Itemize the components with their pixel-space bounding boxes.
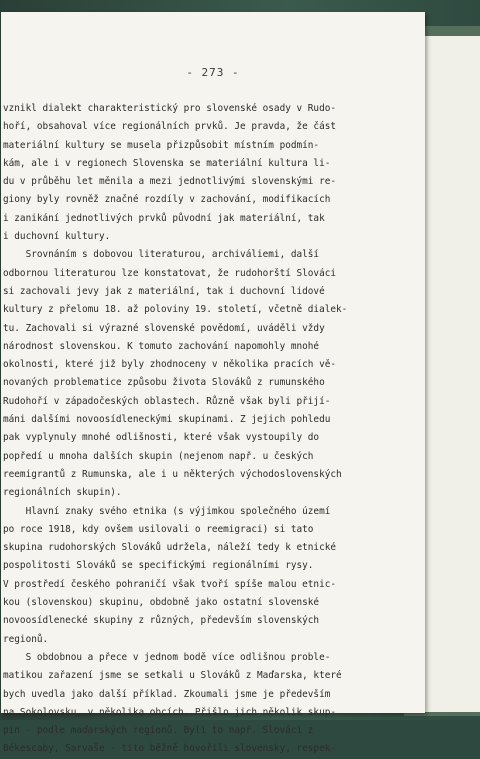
text-line: V prostředí českého pohraničí však tvoří spíše malou etnic- <box>3 578 337 590</box>
text-line: pospolitosti Slováků se specifickými regionálními rysy. <box>3 560 314 572</box>
text-line: novoosídlenecké skupiny z různých, především slovenských <box>3 615 320 627</box>
text-line: máni dalšími novoosídleneckými skupinami. Z jejich pohledu <box>3 414 331 426</box>
text-line: kou (slovenskou) skupinu, obdobně jako ostatní slovenské <box>3 597 320 609</box>
text-line: pak vyplynuly mnohé odlišnosti, které však vystoupily do <box>3 432 320 444</box>
text-line: regionů. <box>3 633 49 645</box>
text-line: odbornou literaturou lze konstatovat, že rudohorští Slováci <box>3 267 337 279</box>
body-text <box>3 100 423 759</box>
text-line: Békescaby, Sarvaše - tito běžně hovořili slovensky, respek- <box>3 743 337 755</box>
text-line: hoří, obsahoval více regionálních prvků. Je pravda, že část <box>3 121 337 133</box>
text-line: materiální kultury se musela přizpůsobit místním podmín- <box>3 139 320 151</box>
text-line: regionálních skupin). <box>3 487 122 499</box>
text-line: kultury z přelomu 18. až poloviny 19. století, včetně dialek- <box>3 304 348 316</box>
text-line: Srovnáním s dobovou literaturou, archiváliemi, další <box>3 249 320 261</box>
text-line: i duchovní kultury. <box>3 231 111 243</box>
page-number: - 273 - <box>186 66 240 79</box>
typewritten-page <box>1 12 425 755</box>
text-line: národnost slovenskou. K tomuto zachování napomohly mnohé <box>3 340 320 352</box>
text-line: popředí u mnoha dalších skupin (nejenom např. u českých <box>3 450 314 462</box>
text-line: pin - podle maďarských regionů. Byli to např. Slováci z <box>3 725 314 737</box>
text-line: po roce 1918, kdy ovšem usilovali o reemigraci) si tato <box>3 523 314 535</box>
text-line: novaných problematice způsobu života Slováků z rumunského <box>3 377 325 389</box>
text-line: S obdobnou a přece v jednom bodě více odlišnou proble- <box>3 651 331 663</box>
text-line: kám, ale i v regionech Slovenska se materiální kultura li- <box>3 157 331 169</box>
text-line: okolnosti, které již byly zhodnoceny v několika pracích vě- <box>3 359 337 371</box>
text-line: na Sokolovsku, v několika obcích. Přišlo jich několik skup- <box>3 706 337 718</box>
text-line: si zachovali jevy jak z materiální, tak i duchovní lidové <box>3 285 325 297</box>
text-line: Hlavní znaky svého etnika (s výjimkou společného území <box>3 505 331 517</box>
text-line: matikou zařazení jsme se setkali u Slováků z Maďarska, které <box>3 670 342 682</box>
text-line: bych uvedla jako další příklad. Zkoumali jsme je především <box>3 688 331 700</box>
text-line: reemigrantů z Rumunska, ale i u některých východoslovenských <box>3 468 342 480</box>
underlying-page <box>420 36 480 712</box>
text-line: i zanikání jednotlivých prvků původní jak materiální, tak <box>3 212 325 224</box>
text-line: tu. Zachovali si výrazné slovenské povědomí, uváděli vždy <box>3 322 325 334</box>
text-line: vznikl dialekt charakteristický pro slovenské osady v Rudo- <box>3 103 337 114</box>
text-line: giony byly rovněž značné rozdíly v zachování, modifikacích <box>3 194 331 206</box>
text-line: skupina rudohorských Slováků udržela, náleží tedy k etnické <box>3 542 337 554</box>
text-line: Rudohoří v západočeských oblastech. Různě však byli přijí- <box>3 395 331 407</box>
text-line: du v průběhu let měnila a mezi jednotlivými slovenskými re- <box>3 176 337 188</box>
